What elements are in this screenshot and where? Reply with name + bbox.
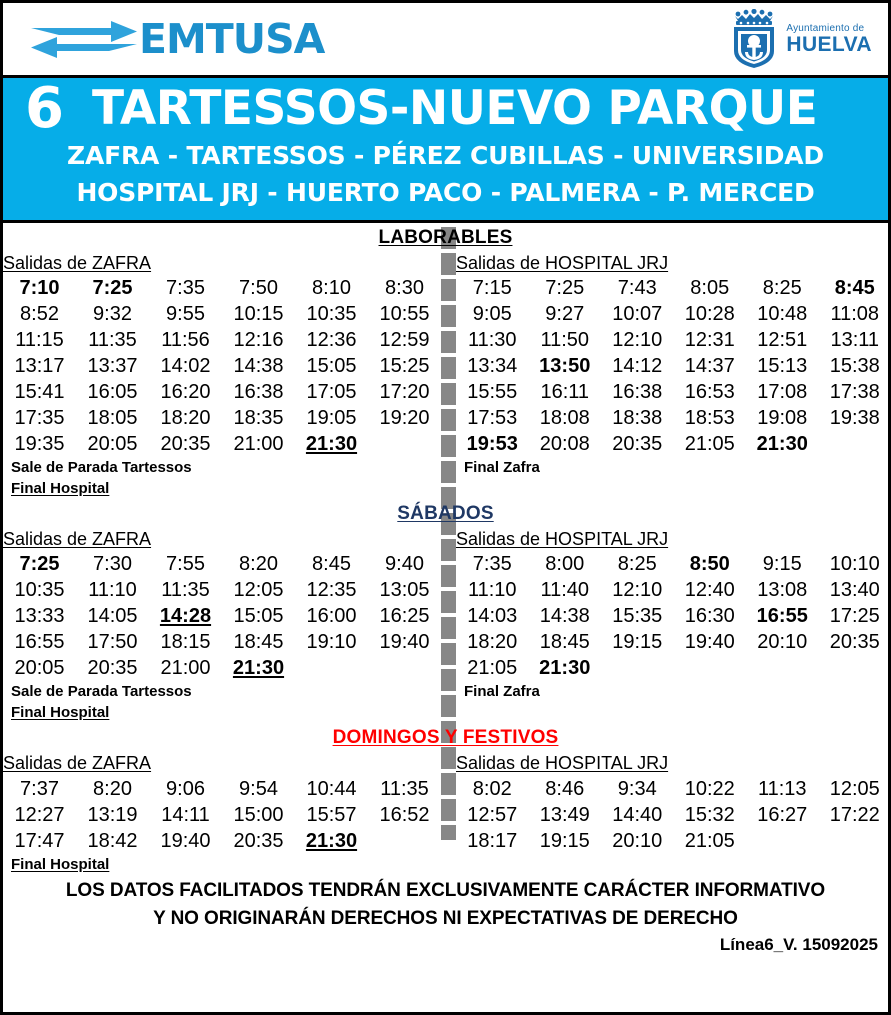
row-zafra [3,405,441,431]
column-header-zafra [3,752,441,775]
row-hospital [456,551,891,577]
column-header-zafra-text: Salidas de ZAFRA [3,753,152,774]
departure-time: 7:25 [92,277,133,300]
note-final-hospital: Final Hospital [11,480,110,498]
column-headers-sabados [3,526,888,551]
departure-time: 13:34 [467,355,518,378]
departure-time: 18:53 [684,407,735,430]
departure-time: 9:27 [545,303,585,326]
timetable-section-domingos [3,723,888,874]
departure-time: 9:40 [385,553,424,576]
departure-time: 19:05 [306,407,357,430]
departure-time: 19:15 [612,631,663,654]
timetable-section-sabados [3,499,888,723]
departure-time: 9:32 [93,303,132,326]
departure-time: 15:38 [829,355,880,378]
timetable-row [3,551,888,577]
departure-time: 19:40 [160,829,211,852]
departure-time: 7:15 [472,277,512,300]
departure-time: 19:40 [379,631,430,654]
section-title-text: LABORABLES [378,227,513,249]
departure-time: 7:55 [166,553,205,576]
row-hospital [456,301,891,327]
row-hospital [456,379,891,405]
departure-time: 11:10 [88,579,137,602]
departure-time: 13:05 [379,579,430,602]
timetable-row [3,379,888,405]
departure-time: 10:55 [379,303,430,326]
row-hospital [456,828,891,854]
departure-time: 13:17 [14,355,65,378]
departure-time: 15:25 [379,355,430,378]
note-spacer [456,854,891,875]
departure-time: 16:38 [233,381,284,404]
empty-cell [819,431,891,457]
departure-time: 9:55 [166,303,205,326]
departure-time: 15:13 [757,355,808,378]
departure-time: 16:00 [306,605,357,628]
section-notes-row-1 [3,681,888,702]
note-final-hospital-wrap [3,478,441,499]
departure-time: 11:35 [161,579,210,602]
departure-time: 10:35 [14,579,65,602]
emtusa-logo [25,16,324,62]
departure-time: 14:02 [160,355,211,378]
departure-time: 15:57 [306,803,357,826]
departure-time: 13:40 [829,579,880,602]
section-title-text: DOMINGOS Y FESTIVOS [332,727,559,749]
departure-time: 14:37 [684,355,735,378]
note-spacer [456,702,891,723]
departure-time: 11:30 [467,329,517,352]
note-final-hospital-wrap [3,854,441,875]
row-zafra [3,275,441,301]
departure-time: 13:08 [757,579,808,602]
departure-time: 15:32 [684,803,735,826]
route-stops-line1: ZAFRA - TARTESSOS - PÉREZ CUBILLAS - UNIVERSIDAD [67,141,824,171]
column-header-hospital-text: Salidas de HOSPITAL JRJ [456,753,669,774]
timetable-row [3,577,888,603]
timetable-row [3,776,888,802]
column-header-zafra [3,528,441,551]
column-header-hospital [456,528,891,551]
empty-cell [674,655,747,681]
note-final-hospital: Final Hospital [11,855,110,873]
note-final-hospital-wrap [3,702,441,723]
departure-time: 16:52 [379,803,430,826]
row-zafra [3,431,441,457]
departure-time: 17:50 [87,631,138,654]
empty-cell [601,655,674,681]
empty-cell [746,828,819,854]
empty-cell [368,431,441,457]
departure-time: 21:05 [684,433,735,456]
row-hospital [456,577,891,603]
row-zafra [3,629,441,655]
departure-time: 18:45 [539,631,590,654]
departure-time: 8:30 [385,277,424,300]
section-notes-row-2 [3,478,888,499]
departure-time: 11:56 [161,329,210,352]
departure-time: 21:00 [160,657,211,680]
departure-time: 18:42 [87,829,138,852]
departure-time: 20:35 [160,433,211,456]
version-label: Línea6_V. 15092025 [3,931,888,957]
departure-time: 8:20 [93,777,132,800]
departure-time: 10:15 [233,303,284,326]
row-zafra [3,577,441,603]
row-hospital [456,431,891,457]
departure-time: 19:40 [684,631,735,654]
column-header-hospital-text: Salidas de HOSPITAL JRJ [456,252,669,273]
departure-time: 12:16 [233,329,284,352]
departure-time: 10:35 [306,303,357,326]
disclaimer-line-1: LOS DATOS FACILITADOS TENDRÁN EXCLUSIVAMENTE CARÁCTER INFORMATIVO [3,875,888,903]
departure-time: 16:25 [379,605,430,628]
departure-time: 18:15 [160,631,211,654]
row-zafra [3,655,441,681]
departure-time: 18:05 [87,407,138,430]
departure-time: 12:10 [612,329,663,352]
departure-time: 13:11 [830,329,880,352]
departure-time: 16:30 [684,605,735,628]
departure-time: 8:05 [690,277,730,300]
departure-time: 20:08 [539,433,590,456]
departure-time: 19:15 [539,829,590,852]
column-header-hospital-text: Salidas de HOSPITAL JRJ [456,529,669,549]
departure-time: 18:38 [612,407,663,430]
departure-time: 9:34 [617,777,657,800]
departure-time: 7:25 [545,277,585,300]
huelva-coat-of-arms-icon [729,9,779,69]
departure-time: 16:38 [612,381,663,404]
departure-time: 11:35 [380,777,429,800]
departure-time: 15:05 [306,355,357,378]
note-sale-parada-tartessos: Sale de Parada Tartessos [11,683,192,701]
emtusa-arrows-icon [25,16,143,62]
departure-time: 12:31 [684,329,735,352]
huelva-wordmark [786,24,872,55]
departure-time: 17:05 [306,381,357,404]
departure-time: 8:25 [762,277,802,300]
departure-time: 7:50 [239,277,278,300]
column-header-hospital [456,752,891,775]
section-title-sabados [3,499,888,526]
empty-cell [819,828,891,854]
departure-time: 7:30 [93,553,132,576]
departure-time: 9:54 [239,777,278,800]
empty-cell [819,655,891,681]
departure-time: 10:07 [612,303,663,326]
departure-time: 8:00 [545,553,585,576]
departure-time: 8:25 [617,553,657,576]
departure-time: 14:05 [87,605,138,628]
note-final-hospital: Final Hospital [11,704,110,722]
emtusa-wordmark: EMTUSA [139,14,325,63]
logo-bar [3,3,888,75]
timetable-row [3,275,888,301]
timetable-row [3,327,888,353]
city-hall-name: HUELVA [786,32,872,56]
timetable-row [3,629,888,655]
column-header-zafra-text: Salidas de ZAFRA [3,252,152,273]
departure-time: 18:45 [233,631,284,654]
departure-time: 18:08 [539,407,590,430]
row-hospital [456,327,891,353]
timetable-row [3,802,888,828]
departure-time: 21:05 [467,657,518,680]
route-stops-line2: HOSPITAL JRJ - HUERTO PACO - PALMERA - P. MERCED [76,177,815,207]
timetable-row [3,603,888,629]
departure-time: 17:38 [829,381,880,404]
row-zafra [3,828,441,854]
departure-time: 9:05 [472,303,512,326]
departure-time: 14:38 [539,605,590,628]
departure-time: 21:30 [756,433,808,456]
row-zafra [3,379,441,405]
timetable-section-laborables [3,223,888,499]
section-notes-row-1 [3,457,888,478]
departure-time: 8:10 [312,277,351,300]
departure-time: 8:52 [20,303,59,326]
row-hospital [456,776,891,802]
empty-cell [746,655,819,681]
departure-time: 15:05 [233,605,284,628]
row-hospital [456,655,891,681]
departure-time: 16:11 [540,381,590,404]
departure-time: 19:35 [14,433,65,456]
departure-time: 8:20 [239,553,278,576]
departure-time: 21:30 [305,433,358,456]
departure-time: 11:50 [540,329,590,352]
departure-time: 17:20 [379,381,430,404]
section-title-domingos [3,723,888,750]
departure-time: 10:28 [684,303,735,326]
departure-time: 11:13 [757,777,807,800]
row-zafra [3,802,441,828]
departure-time: 7:37 [20,777,59,800]
column-header-hospital [456,252,891,275]
departure-time: 17:35 [14,407,65,430]
row-hospital [456,353,891,379]
departure-time: 13:33 [14,605,65,628]
departure-time: 20:35 [233,829,284,852]
departure-time: 16:27 [757,803,808,826]
timetable-row [3,431,888,457]
departure-time: 21:30 [305,829,358,852]
column-header-zafra-text: Salidas de ZAFRA [3,529,152,549]
timetable-row [3,828,888,854]
section-notes-row-2 [3,702,888,723]
departure-time: 21:00 [233,433,284,456]
departure-time: 9:06 [166,777,205,800]
departure-time: 14:40 [612,803,663,826]
departure-time: 12:51 [757,329,808,352]
departure-time: 12:36 [306,329,357,352]
huelva-city-hall-logo [729,9,882,69]
departure-time: 7:25 [19,553,60,576]
departure-time: 18:35 [233,407,284,430]
column-headers-domingos [3,750,888,775]
departure-time: 20:35 [612,433,663,456]
departure-time: 15:41 [14,381,65,404]
departure-time: 14:12 [612,355,663,378]
row-zafra [3,301,441,327]
section-notes-row-2 [3,854,888,875]
row-zafra [3,327,441,353]
departure-time: 16:20 [160,381,211,404]
departure-time: 15:35 [612,605,663,628]
route-banner [3,75,888,220]
departure-time: 13:50 [539,355,591,378]
departure-time: 7:10 [19,277,60,300]
departure-time: 11:10 [467,579,517,602]
departure-time: 21:30 [539,657,591,680]
departure-time: 15:55 [467,381,518,404]
departure-time: 7:35 [472,553,512,576]
departure-time: 18:17 [467,829,518,852]
departure-time: 14:03 [467,605,518,628]
departure-time: 20:05 [14,657,65,680]
departure-time: 12:57 [467,803,518,826]
departure-time: 20:35 [87,657,138,680]
row-zafra [3,353,441,379]
departure-time: 21:05 [684,829,735,852]
departure-time: 11:35 [88,329,137,352]
note-final-zafra: Final Zafra [464,683,540,701]
departure-time: 13:37 [87,355,138,378]
timetable-row [3,405,888,431]
departure-time: 11:15 [15,329,64,352]
departure-time: 12:59 [379,329,430,352]
departure-time: 21:30 [232,657,285,680]
disclaimer-line-2: Y NO ORIGINARÁN DERECHOS NI EXPECTATIVAS DE DERECHO [3,903,888,931]
departure-time: 11:40 [540,579,590,602]
departure-time: 12:10 [612,579,663,602]
departure-time: 16:05 [87,381,138,404]
timetable-row [3,301,888,327]
departure-time: 20:35 [829,631,880,654]
route-title: TARTESSOS-NUEVO PARQUE [91,80,818,136]
row-zafra [3,551,441,577]
departure-time: 16:55 [14,631,65,654]
row-hospital [456,405,891,431]
section-title-laborables [3,223,888,250]
note-sale-parada-tartessos: Sale de Parada Tartessos [11,459,192,477]
column-headers-laborables [3,250,888,275]
departure-time: 20:05 [87,433,138,456]
departure-time: 17:47 [14,829,65,852]
departure-time: 8:02 [472,777,512,800]
departure-time: 8:45 [834,277,875,300]
departure-time: 18:20 [467,631,518,654]
column-header-zafra [3,252,441,275]
departure-time: 19:10 [306,631,357,654]
departure-time: 19:38 [829,407,880,430]
row-hospital [456,802,891,828]
departure-time: 17:25 [829,605,880,628]
departure-time: 17:22 [829,803,880,826]
departure-time: 14:28 [159,605,212,628]
departure-time: 19:20 [379,407,430,430]
departure-time: 17:53 [467,407,518,430]
timetable-body [3,220,888,957]
departure-time: 14:11 [161,803,210,826]
empty-cell [368,828,441,854]
departure-time: 15:00 [233,803,284,826]
section-title-text: SÁBADOS [397,503,494,525]
departure-time: 12:05 [829,777,880,800]
row-hospital [456,603,891,629]
departure-time: 17:08 [757,381,808,404]
departure-time: 19:53 [466,433,518,456]
departure-time: 12:27 [14,803,65,826]
departure-time: 10:10 [829,553,880,576]
departure-time: 11:08 [830,303,880,326]
departure-time: 10:48 [757,303,808,326]
departure-time: 20:10 [612,829,663,852]
line-number-badge: 6 [25,76,64,141]
departure-time: 8:46 [545,777,585,800]
row-zafra [3,603,441,629]
empty-cell [295,655,368,681]
departure-time: 18:20 [160,407,211,430]
row-zafra [3,776,441,802]
row-hospital [456,629,891,655]
city-hall-prefix: Ayuntamiento de [786,22,865,34]
departure-time: 16:53 [684,381,735,404]
departure-time: 13:19 [87,803,138,826]
timetable-row [3,353,888,379]
departure-time: 7:43 [617,277,657,300]
row-hospital [456,275,891,301]
departure-time: 10:22 [684,777,735,800]
timetable-row [3,655,888,681]
departure-time: 10:44 [306,777,357,800]
departure-time: 12:40 [684,579,735,602]
departure-time: 14:38 [233,355,284,378]
timetable-sections [3,223,888,874]
departure-time: 8:45 [312,553,351,576]
empty-cell [368,655,441,681]
departure-time: 9:15 [762,553,802,576]
departure-time: 7:35 [166,277,205,300]
departure-time: 19:08 [757,407,808,430]
departure-time: 16:55 [756,605,808,628]
departure-time: 8:50 [689,553,730,576]
departure-time: 12:35 [306,579,357,602]
departure-time: 12:05 [233,579,284,602]
note-spacer [456,478,891,499]
departure-time: 20:10 [757,631,808,654]
route-banner-main [3,76,888,141]
note-final-zafra: Final Zafra [464,459,540,477]
departure-time: 13:49 [539,803,590,826]
